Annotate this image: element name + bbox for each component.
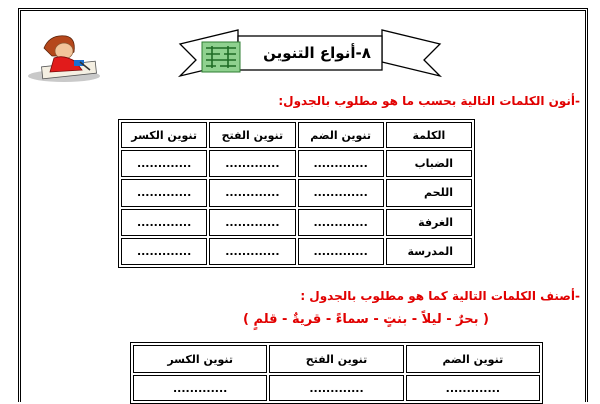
- tanween-table-2: [130, 342, 543, 404]
- answer-cell[interactable]: .............: [298, 238, 384, 265]
- table-row: [121, 179, 472, 206]
- table-row: [121, 238, 472, 265]
- answer-cell[interactable]: .............: [121, 209, 207, 236]
- answer-cell[interactable]: .............: [209, 150, 295, 177]
- column-header: الكلمة: [386, 122, 472, 148]
- column-header: تنوين الفتح: [269, 345, 403, 373]
- table-header-row: [133, 345, 540, 373]
- word-cell: اللحم: [386, 179, 472, 206]
- column-header: تنوين الفتح: [209, 122, 295, 148]
- column-header: تنوين الكسر: [133, 345, 267, 373]
- answer-cell[interactable]: .............: [121, 238, 207, 265]
- instruction-1: -أنون الكلمات التالية بحسب ما هو مطلوب بالجدول:: [278, 94, 580, 108]
- answer-cell[interactable]: .............: [406, 375, 540, 401]
- table-header-row: [121, 122, 472, 148]
- instruction-2: -أصنف الكلمات التالية كما هو مطلوب بالجدول :: [300, 289, 580, 303]
- table-row: [121, 209, 472, 236]
- word-bank: ( بحرٌ - ليلاً - بنتٍ - سماءً - قريةٌ - قلمٍ ): [243, 312, 489, 327]
- answer-cell[interactable]: .............: [209, 179, 295, 206]
- word-cell: الضباب: [386, 150, 472, 177]
- answer-cell[interactable]: .............: [121, 179, 207, 206]
- answer-cell[interactable]: .............: [269, 375, 403, 401]
- answer-cell[interactable]: .............: [133, 375, 267, 401]
- student-writing-icon: [24, 24, 104, 84]
- answer-cell[interactable]: .............: [209, 209, 295, 236]
- answer-cell[interactable]: .............: [298, 209, 384, 236]
- table-row: [133, 375, 540, 401]
- column-header: تنوين الضم: [406, 345, 540, 373]
- word-cell: الغرفة: [386, 209, 472, 236]
- column-header: تنوين الضم: [298, 122, 384, 148]
- page-title: ٨-أنواع التنوين: [263, 44, 371, 62]
- answer-cell[interactable]: .............: [298, 179, 384, 206]
- answer-cell[interactable]: .............: [298, 150, 384, 177]
- table-row: [121, 150, 472, 177]
- tanween-table-1: [118, 119, 475, 268]
- answer-cell[interactable]: .............: [121, 150, 207, 177]
- green-calligraphy-ornament-icon: [202, 42, 240, 72]
- column-header: تنوين الكسر: [121, 122, 207, 148]
- word-cell: المدرسة: [386, 238, 472, 265]
- answer-cell[interactable]: .............: [209, 238, 295, 265]
